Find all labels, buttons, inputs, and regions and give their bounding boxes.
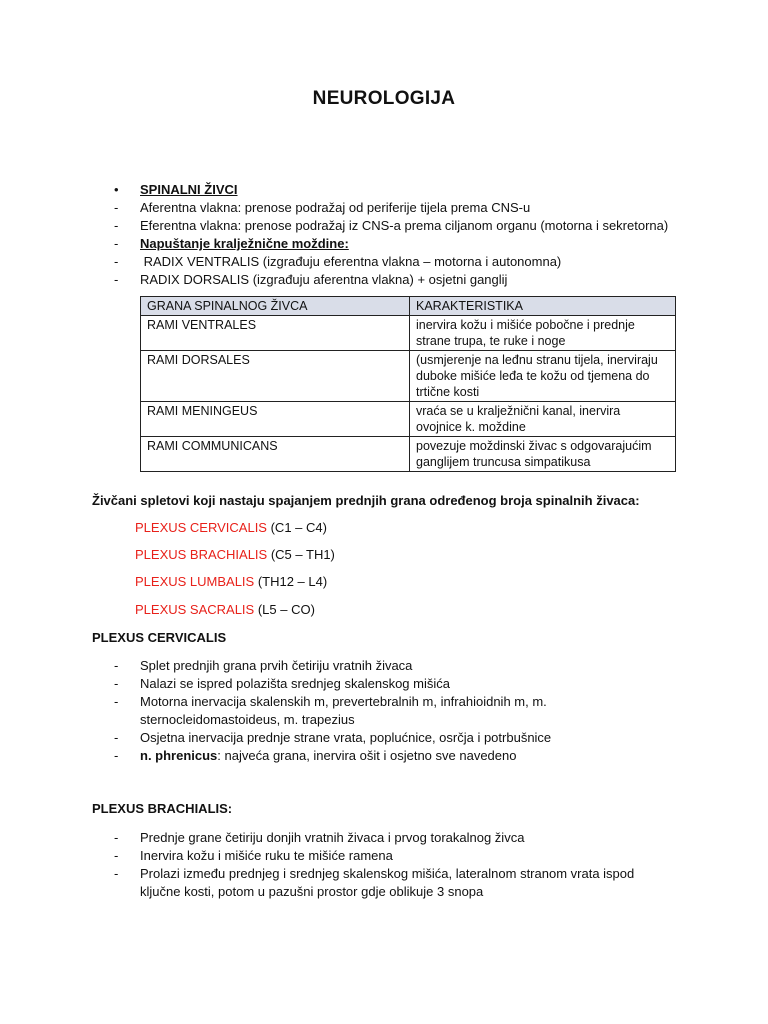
plexus-line xyxy=(135,519,327,537)
list-item-text: Nalazi se ispred polazišta srednjeg skalenskog mišića xyxy=(140,676,450,691)
table-cell: RAMI COMMUNICANS xyxy=(141,437,410,472)
plexus-name: PLEXUS CERVICALIS xyxy=(135,520,267,535)
list-item: - Motorna inervacija skalenskih m, prevertebralnih m, infrahioidnih m, m. sternocleidomastoideus, m. trapezius xyxy=(114,694,547,727)
list-item: - Nalazi se ispred polazišta srednjeg skalenskog mišića xyxy=(114,676,450,691)
plexus-intro: Živčani spletovi koji nastaju spajanjem prednjih grana određenog broja spinalnih živaca: xyxy=(92,493,640,508)
dash-marker: - xyxy=(114,236,119,251)
list-item-text: Prolazi između prednjeg i srednjeg skalenskog mišića, lateralnom stranom vrata ispod ključne kosti, potom u pazušni prostor gdje oblikuje 3 snopa xyxy=(140,866,635,899)
list-item: - Splet prednjih grana prvih četiriju vratnih živaca xyxy=(114,658,413,673)
spinal-branches-table xyxy=(140,296,676,472)
dash-marker: - xyxy=(114,254,119,269)
list-item: - Prolazi između prednjeg i srednjeg skalenskog mišića, lateralnom stranom vrata ispod ključne kosti, potom u pazušni prostor gdje oblikuje 3 snopa xyxy=(114,866,635,899)
table-cell: inervira kožu i mišiće pobočne i prednje strane trupa, te ruke i noge xyxy=(410,316,676,351)
plexus-name: PLEXUS BRACHIALIS xyxy=(135,547,268,562)
table-cell: povezuje moždinski živac s odgovarajućim ganglijem truncusa simpatikusa xyxy=(410,437,676,472)
brachialis-list xyxy=(114,829,644,901)
section-title: SPINALNI ŽIVCI xyxy=(140,182,238,197)
table-header-row xyxy=(141,297,676,316)
nerve-name: n. phrenicus xyxy=(140,748,218,763)
plexus-range: (C5 – TH1) xyxy=(267,547,335,562)
list-item-text: Napuštanje kralježnične moždine: xyxy=(140,236,349,251)
plexus-range: (C1 – C4) xyxy=(266,520,327,535)
table-cell: RAMI MENINGEUS xyxy=(141,402,410,437)
list-item-text: Eferentna vlakna: prenose podražaj iz CNS-a prema ciljanom organu (motorna i sekretorna) xyxy=(140,218,669,233)
plexus-line xyxy=(135,573,327,591)
list-item-text: Osjetna inervacija prednje strane vrata, poplućnice, osrčja i potrbušnice xyxy=(140,730,552,745)
list-item xyxy=(114,253,668,271)
dash-marker: - xyxy=(114,272,119,287)
table-header: KARAKTERISTIKA xyxy=(410,297,676,316)
brachialis-heading: PLEXUS BRACHIALIS: xyxy=(92,801,233,816)
table-row xyxy=(141,402,676,437)
list-item-text: Prednje grane četiriju donjih vratnih živaca i prvog torakalnog živca xyxy=(140,830,525,845)
spinal-list xyxy=(114,181,668,289)
list-item xyxy=(114,199,668,217)
plexus-range: (TH12 – L4) xyxy=(254,574,328,589)
table-row xyxy=(141,316,676,351)
list-item-text: Aferentna vlakna: prenose podražaj od periferije tijela prema CNS-u xyxy=(140,200,531,215)
list-item-text: Motorna inervacija skalenskih m, prevertebralnih m, infrahioidnih m, m. sternocleidomastoideus, m. trapezius xyxy=(140,694,547,727)
plexus-name: PLEXUS LUMBALIS xyxy=(135,574,255,589)
table-row xyxy=(141,437,676,472)
list-item-text: Inervira kožu i mišiće ruku te mišiće ramena xyxy=(140,848,393,863)
plexus-name: PLEXUS SACRALIS xyxy=(135,602,255,617)
table-cell: RAMI VENTRALES xyxy=(141,316,410,351)
list-item-text: : najveća grana, inervira ošit i osjetno sve navedeno xyxy=(217,748,517,763)
dash-marker: - xyxy=(114,218,119,233)
list-item: - n. phrenicus: najveća grana, inervira ošit i osjetno sve navedeno xyxy=(114,748,517,763)
plexus-range: (L5 – CO) xyxy=(254,602,315,617)
table-cell: vraća se u kralježnični kanal, inervira ovojnice k. moždine xyxy=(410,402,676,437)
list-item-text: Splet prednjih grana prvih četiriju vratnih živaca xyxy=(140,658,413,673)
list-item-text: RADIX VENTRALIS (izgrađuju eferentna vlakna – motorna i autonomna) xyxy=(140,254,562,269)
plexus-line xyxy=(135,546,335,564)
list-item xyxy=(114,217,668,235)
dash-marker: - xyxy=(114,200,119,215)
cervicalis-heading: PLEXUS CERVICALIS xyxy=(92,630,227,645)
plexus-line xyxy=(135,601,315,619)
cervicalis-list xyxy=(114,657,584,765)
list-item: - Prednje grane četiriju donjih vratnih živaca i prvog torakalnog živca xyxy=(114,830,525,845)
table-cell: RAMI DORSALES xyxy=(141,351,410,402)
bullet-marker: • xyxy=(114,182,119,197)
list-item-text: RADIX DORSALIS (izgrađuju aferentna vlakna) + osjetni ganglij xyxy=(140,272,508,287)
list-item: - Inervira kožu i mišiće ruku te mišiće ramena xyxy=(114,848,393,863)
list-item xyxy=(114,271,668,289)
list-item: - Osjetna inervacija prednje strane vrata, poplućnice, osrčja i potrbušnice xyxy=(114,730,552,745)
page-title: NEUROLOGIJA xyxy=(312,88,456,109)
list-item xyxy=(114,181,668,199)
table-header: GRANA SPINALNOG ŽIVCA xyxy=(141,297,410,316)
list-item xyxy=(114,235,668,253)
table-cell: (usmjerenje na leđnu stranu tijela, inerviraju duboke mišiće leđa te kožu od tjemena do trtične kosti xyxy=(410,351,676,402)
table-row xyxy=(141,351,676,402)
